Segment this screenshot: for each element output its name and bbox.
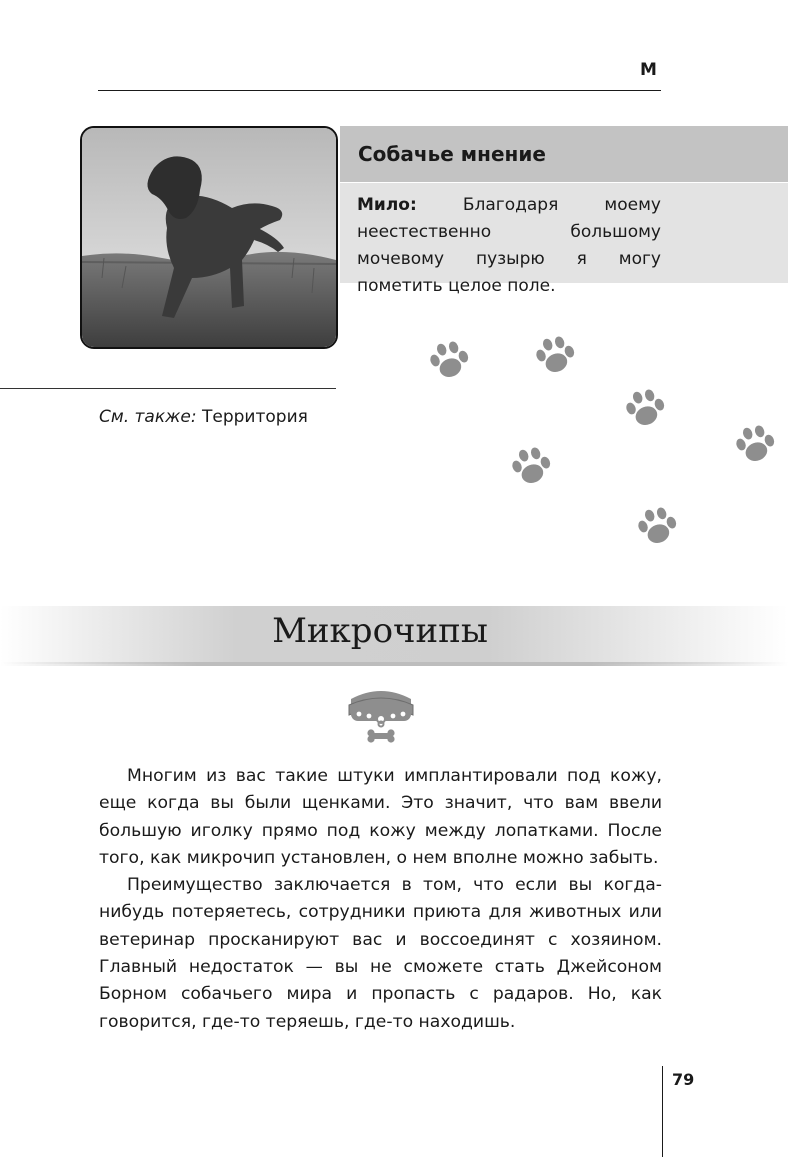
page-number: 79 (672, 1070, 695, 1089)
dog-photo (80, 126, 338, 349)
paw-print-icon (428, 334, 480, 386)
see-also-link[interactable]: Территория (202, 407, 308, 427)
sidebar-title: Собачье мнение (358, 142, 546, 166)
quote-text: Благодаря моему неестественно большому мочевому пузырю я могу пометить целое поле. (357, 195, 661, 296)
sidebar-quote (357, 192, 661, 300)
article-body (99, 763, 662, 1036)
paw-print-icon (534, 329, 586, 381)
header-rule (98, 90, 661, 91)
see-also-rule (0, 388, 336, 389)
speaker-name: Мило: (357, 195, 417, 215)
page-number-rule (662, 1066, 663, 1157)
paragraph: Преимущество заключается в том, что если вы когда-нибудь потеряетесь, сотрудники приюта для животных или ветеринар просканируют вас и воссоединят с хозяином. Главный недостаток — вы не сможете стать Джейсоном Борном собачьего мира и пропасть с радаров. Но, как говорится, где-то теряешь, где-то находишь. (99, 875, 662, 1032)
paw-print-icon (636, 500, 688, 552)
dog-collar-icon (345, 685, 417, 750)
section-title-underline (0, 662, 788, 666)
see-also (99, 407, 308, 427)
section-letter: М (640, 60, 657, 80)
paw-print-icon (734, 418, 786, 470)
paragraph: Многим из вас такие штуки имплантировали под кожу, еще когда вы были щенками. Это значит, что вам ввели большую иголку прямо под кожу между лопатками. После того, как микрочип установлен, о нем вполне можно забыть. (99, 766, 662, 868)
paw-print-icon (510, 440, 562, 492)
section-title: Микрочипы (272, 611, 488, 651)
paw-print-icon (624, 382, 676, 434)
see-also-label: См. также: (99, 407, 197, 427)
